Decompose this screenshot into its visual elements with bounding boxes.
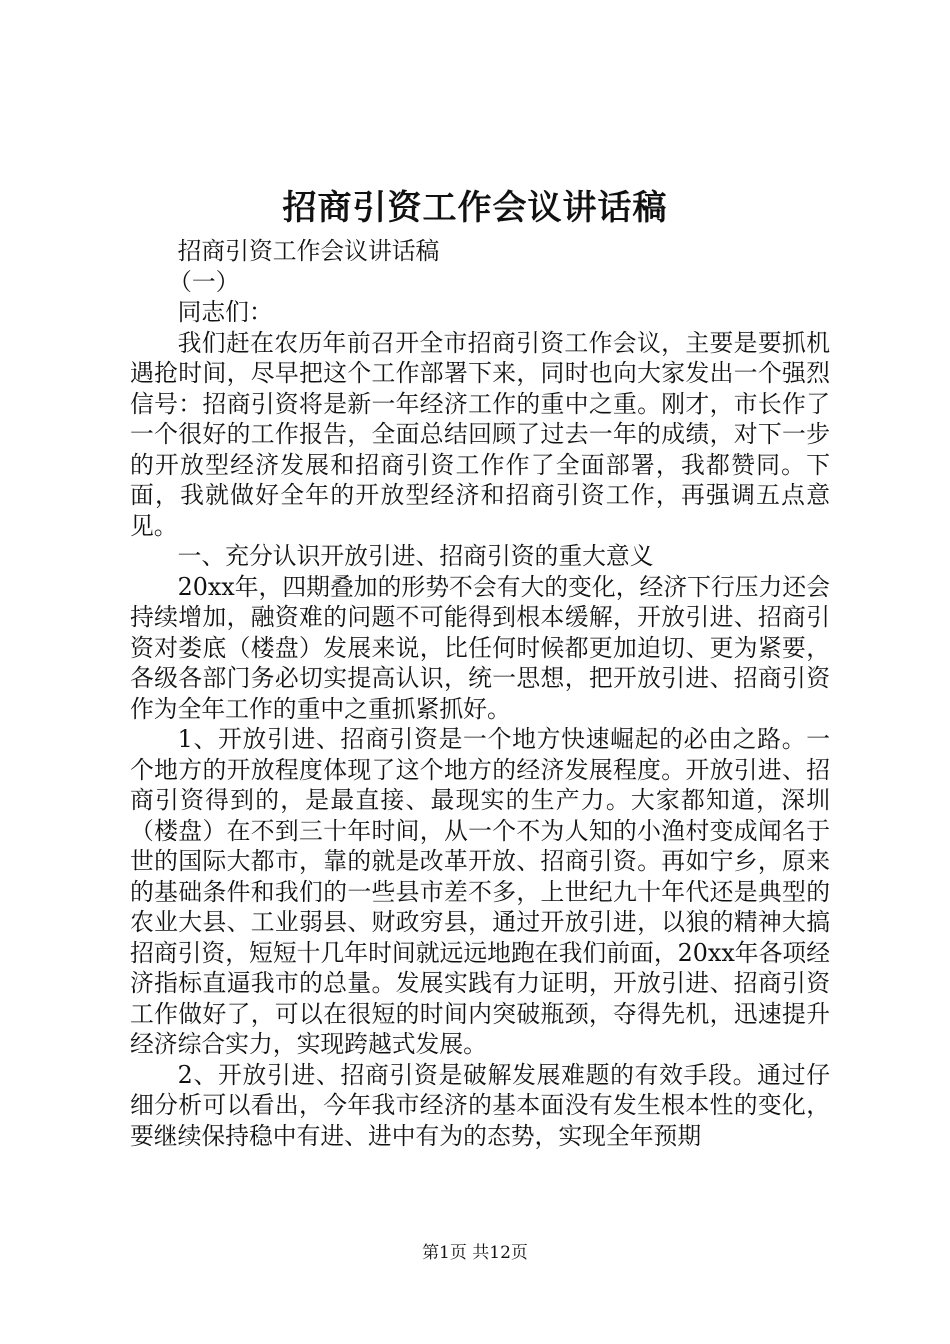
subtitle-paragraph: 招商引资工作会议讲话稿 [177,237,440,265]
body-paragraph: 2、开放引进、招商引资是破解发展难题的有效手段。通过仔细分析可以看出，今年我市经济的基本面没有发生根本性的变化，要继续保持稳中有进、进中有为的态势，实现全年预期 [130,1060,830,1150]
section-number-paragraph: （一） [168,267,240,296]
body-paragraph: 1、开放引进、招商引资是一个地方快速崛起的必由之路。一个地方的开放程度体现了这个地方的经济发展程度。开放引进、招商引资得到的，是最直接、最现实的生产力。大家都知道，深圳（楼盘）在不到三十年时间，从一个不为人知的小渔村变成闻名于世的国际大都市，靠的就是改革开放、招商引资。再如宁乡，原来的基础条件和我们的一些县市差不多，上世纪九十年代还是典型的农业大县、工业弱县、财政穷县，通过开放引进，以狼的精神大搞招商引资，短短十几年时间就远远地跑在我们前面，20xx年各项经济指标直逼我市的总量。发展实践有力证明，开放引进、招商引资工作做好了，可以在很短的时间内突破瓶颈，夺得先机，迅速提升经济综合实力，实现跨越式发展。 [130,725,830,1058]
page-number-footer: 第1页 共12页 [422,1243,528,1263]
document-body [130,236,830,1151]
body-paragraph: 20xx年，四期叠加的形势不会有大的变化，经济下行压力还会持续增加，融资难的问题不可能得到根本缓解，开放引进、招商引资对娄底（楼盘）发展来说，比任何时候都更加迫切、更为紧要，各级各部门务必切实提高认识，统一思想，把开放引进、招商引资作为全年工作的重中之重抓紧抓好。 [130,572,830,723]
document-title: 招商引资工作会议讲话稿 [282,188,668,228]
heading-paragraph: 一、充分认识开放引进、招商引资的重大意义 [177,542,654,570]
intro-paragraph: 我们赶在农历年前召开全市招商引资工作会议，主要是要抓机遇抢时间，尽早把这个工作部署下来，同时也向大家发出一个强烈信号：招商引资将是新一年经济工作的重中之重。刚才，市长作了一个很好的工作报告，全面总结回顾了过去一年的成绩，对下一步的开放型经济发展和招商引资工作作了全面部署，我都赞同。下面，我就做好全年的开放型经济和招商引资工作，再强调五点意见。 [130,328,830,540]
salutation-paragraph: 同志们： [177,298,273,326]
